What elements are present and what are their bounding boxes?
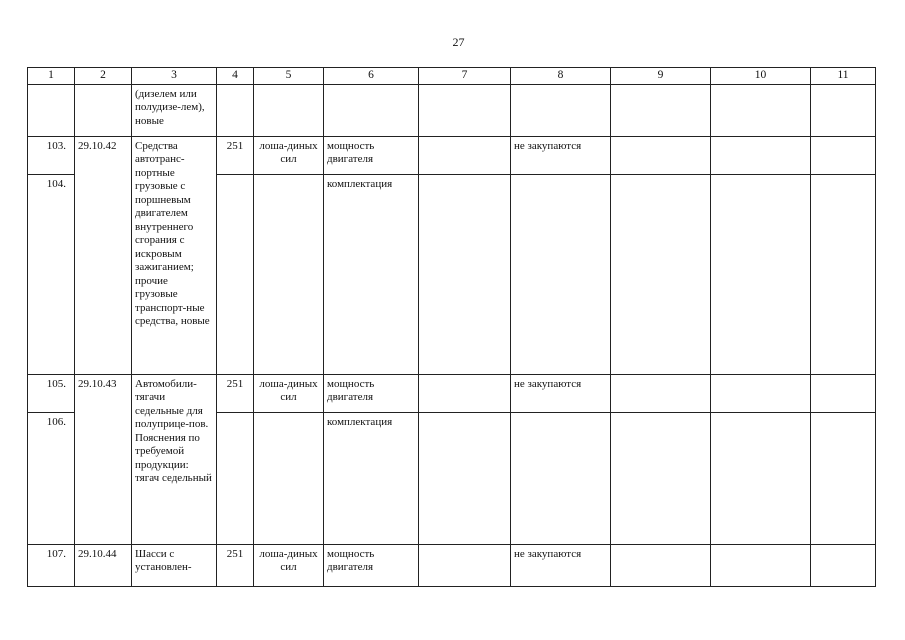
row-number: 107. — [28, 544, 75, 586]
product-name-cell: Средства автотранс-портные грузовые с поршневым двигателем внутреннего сгорания с искровым зажиганием; прочие грузовые транспорт-ные средства, новые — [132, 136, 217, 374]
column-header: 11 — [811, 68, 876, 85]
okpd-code: 29.10.44 — [75, 544, 132, 586]
unit-name: лоша-диных сил — [254, 136, 324, 174]
unit-name: лоша-диных сил — [254, 374, 324, 412]
table-row — [28, 136, 876, 174]
page-number: 27 — [452, 35, 465, 49]
characteristic: комплектация — [324, 412, 419, 544]
column-header: 10 — [711, 68, 811, 85]
column-header: 4 — [217, 68, 254, 85]
classification-table — [27, 67, 876, 587]
row-number: 104. — [28, 174, 75, 374]
table-row — [28, 84, 876, 136]
characteristic: мощность двигателя — [324, 544, 419, 586]
characteristic: комплектация — [324, 174, 419, 374]
column-header: 7 — [419, 68, 511, 85]
column-header: 6 — [324, 68, 419, 85]
row-number: 103. — [28, 136, 75, 174]
product-name-cell: Автомобили-тягачи седельные для полуприце-пов. Пояснения по требуемой продукции: тягач седельный — [132, 374, 217, 544]
unit-code: 251 — [217, 544, 254, 586]
unit-code: 251 — [217, 136, 254, 174]
column-header: 5 — [254, 68, 324, 85]
column-header: 9 — [611, 68, 711, 85]
row-number: 106. — [28, 412, 75, 544]
table-row — [28, 374, 876, 412]
column-header: 1 — [28, 68, 75, 85]
okpd-code: 29.10.43 — [75, 374, 132, 544]
column-header: 2 — [75, 68, 132, 85]
unit-code: 251 — [217, 374, 254, 412]
column-number-row — [28, 68, 876, 85]
characteristic: мощность двигателя — [324, 374, 419, 412]
column-header: 8 — [511, 68, 611, 85]
requirement-value: не закупаются — [511, 374, 611, 412]
row-number: 105. — [28, 374, 75, 412]
requirement-value: не закупаются — [511, 544, 611, 586]
table-row — [28, 544, 876, 586]
product-name-cell: (дизелем или полудизе-лем), новые — [132, 84, 217, 136]
product-name-cell: Шасси с установлен- — [132, 544, 217, 586]
column-header: 3 — [132, 68, 217, 85]
characteristic: мощность двигателя — [324, 136, 419, 174]
unit-name: лоша-диных сил — [254, 544, 324, 586]
okpd-code: 29.10.42 — [75, 136, 132, 374]
requirement-value: не закупаются — [511, 136, 611, 174]
